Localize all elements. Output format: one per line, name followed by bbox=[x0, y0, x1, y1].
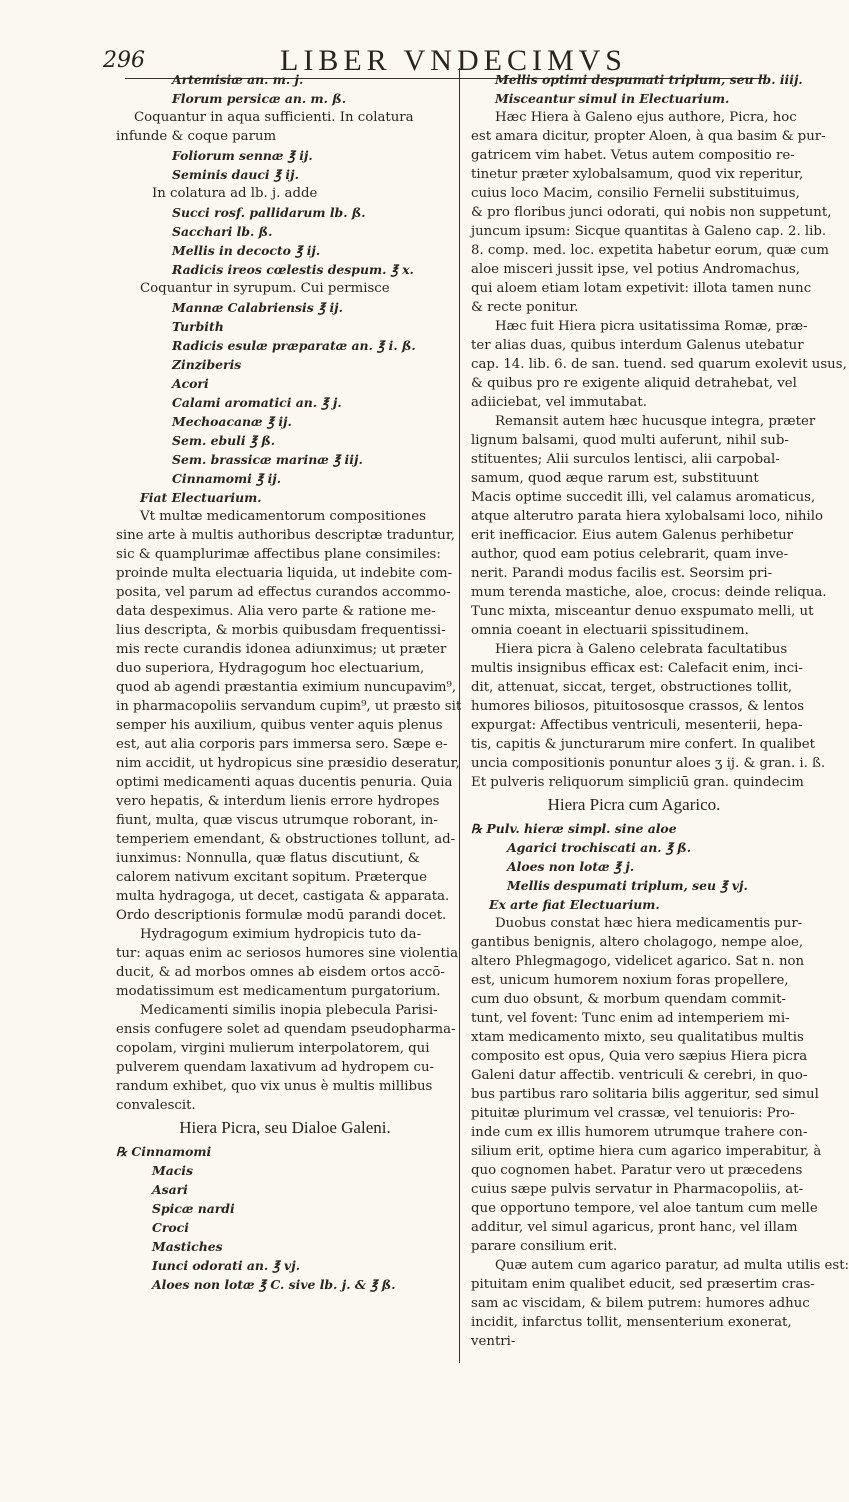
text-line: sine arte à multis authoribus descriptæ traduntur, bbox=[116, 528, 455, 543]
text-line: pulverem quendam laxativum ad hydropem cu- bbox=[116, 1060, 435, 1075]
text-line: nerit. Parandi modus facilis est. Seorsim pri- bbox=[471, 566, 773, 581]
text-line: ter alias duas, quibus interdum Galenus utebatur bbox=[471, 338, 804, 353]
text-line: humores biliosos, pituitososque crassos, & lentos bbox=[471, 699, 805, 714]
text-line: copolam, virgini mulierum interpolatorem, qui bbox=[116, 1041, 430, 1056]
section-heading: Hiera Picra cum Agarico. bbox=[547, 795, 721, 814]
text-line: mis recte curandis idonea adiunximus; ut præter bbox=[116, 642, 447, 657]
text-line: erit inefficacior. Eius autem Galenus perhibetur bbox=[471, 528, 794, 543]
text-line: in pharmacopoliis servandum cupim⁹, ut præsto sit bbox=[116, 699, 462, 714]
text-line: quod ab agendi præstantia eximium nuncupavim⁹, bbox=[116, 680, 457, 695]
text-line: optimi medicamenti aquas ducentis penuria. Quia bbox=[116, 775, 453, 790]
text-line: 8. comp. med. loc. expetita habetur eorum, quæ cum bbox=[471, 243, 830, 258]
text-line: Coquantur in aqua sufficienti. In colatura bbox=[134, 110, 414, 125]
recipe-line: Macis bbox=[152, 1163, 193, 1178]
recipe-line: Zinziberis bbox=[172, 357, 242, 372]
text-line: proinde multa electuaria liquida, ut indebite com- bbox=[116, 566, 453, 581]
recipe-line: Acori bbox=[172, 376, 209, 391]
recipe-line: Seminis dauci ℥ ij. bbox=[172, 167, 299, 182]
text-line: semper his auxilium, quibus venter aquis plenus bbox=[116, 718, 443, 733]
recipe-line: Florum persicæ an. m. ß. bbox=[172, 91, 347, 106]
recipe-line: Turbith bbox=[172, 319, 224, 334]
left-column bbox=[116, 70, 462, 1294]
recipe-line: Mechoacanæ ℥ ij. bbox=[172, 414, 292, 429]
recipe-line: Foliorum sennæ ℥ ij. bbox=[172, 148, 313, 163]
text-line: incidit, infarctus tollit, mensenterium exonerat, bbox=[471, 1315, 792, 1330]
text-line: tis, capitis & juncturarum mire confert. In qualibet bbox=[471, 737, 815, 752]
text-line: & quibus pro re exigente aliquid detrahebat, vel bbox=[471, 376, 797, 391]
text-line: Remansit autem hæc hucusque integra, præter bbox=[495, 414, 816, 429]
text-line: calorem nativum excitant sopitum. Præterque bbox=[116, 870, 428, 885]
text-line: est amara dicitur, propter Aloen, à qua basim & pur- bbox=[471, 129, 826, 144]
recipe-line: Agarici trochiscati an. ℥ ß. bbox=[507, 840, 692, 855]
text-line: inde cum ex illis humorem utrumque trahere con- bbox=[471, 1125, 808, 1140]
text-line: convalescit. bbox=[116, 1098, 196, 1113]
recipe-line: Mellis in decocto ℥ ij. bbox=[172, 243, 321, 258]
text-line: omnia coeant in electuarii spissitudinem. bbox=[471, 623, 749, 638]
text-line: In colatura ad lb. j. adde bbox=[152, 186, 318, 201]
text-line: composito est opus, Quia vero sæpius Hiera picra bbox=[471, 1049, 808, 1064]
text-line: sam ac viscidam, & bilem putrem: humores adhuc bbox=[471, 1296, 810, 1311]
text-line: ducit, & ad morbos omnes ab eisdem ortos accō- bbox=[116, 965, 445, 980]
text-line: gatricem vim habet. Vetus autem compositio re- bbox=[471, 148, 795, 163]
recipe-line: Sem. ebuli ℥ ß. bbox=[172, 433, 276, 448]
text-line: vero hepatis, & interdum lienis errore hydropes bbox=[116, 794, 440, 809]
text-line: cuius loco Macim, consilio Fernelii substituimus, bbox=[471, 186, 800, 201]
text-line: dit, attenuat, siccat, terget, obstructiones tollit, bbox=[471, 680, 793, 695]
section-heading: Hiera Picra, seu Dialoe Galeni. bbox=[179, 1118, 391, 1137]
text-line: Hiera picra à Galeno celebrata facultatibus bbox=[495, 642, 788, 657]
text-line: quo cognomen habet. Paratur vero ut præcedens bbox=[471, 1163, 803, 1178]
text-line: altero Phlegmagogo, videlicet agarico. Sat n. non bbox=[471, 954, 805, 969]
text-line: ventri- bbox=[471, 1334, 516, 1349]
text-line: & pro floribus junci odorati, qui nobis non suppetunt, bbox=[471, 205, 832, 220]
recipe-line: Ex arte fiat Electuarium. bbox=[489, 897, 660, 912]
text-line: bus partibus raro solitaria bilis aggeritur, sed simul bbox=[471, 1087, 819, 1102]
text-line: Galeni datur affectib. ventriculi & cerebri, in quo- bbox=[471, 1068, 808, 1083]
text-line: Medicamenti similis inopia plebecula Parisi- bbox=[140, 1003, 438, 1018]
recipe-line: Mellis optimi despumati triplum, seu lb. iiij. bbox=[495, 72, 803, 87]
text-line: cuius sæpe pulvis servatur in Pharmacopoliis, at- bbox=[471, 1182, 804, 1197]
text-line: que opportuno tempore, vel aloe tantum cum melle bbox=[471, 1201, 818, 1216]
recipe-line: Fiat Electuarium. bbox=[140, 490, 262, 505]
text-line: iunximus: Nonnulla, quæ flatus discutiunt, & bbox=[116, 851, 420, 866]
recipe-line: Croci bbox=[152, 1220, 189, 1235]
recipe-line: Succi rosf. pallidarum lb. ß. bbox=[172, 205, 366, 220]
text-line: author, quod eam potius celebrarit, quam inve- bbox=[471, 547, 789, 562]
recipe-line: Aloes non lotæ ℥ C. sive lb. j. & ℥ ß. bbox=[152, 1277, 396, 1292]
text-line: expurgat: Affectibus ventriculi, mesenterii, hepa- bbox=[471, 718, 803, 733]
text-line: atque alterutro parata hiera xylobalsami loco, nihilo bbox=[471, 509, 823, 524]
text-line: qui aloem etiam lotam expetivit: illota tamen nunc bbox=[471, 281, 812, 296]
text-line: ensis confugere solet ad quendam pseudopharma- bbox=[116, 1022, 456, 1037]
text-line: lius descripta, & morbis quibusdam frequentissi- bbox=[116, 623, 446, 638]
text-line: additur, vel simul agaricus, pront hanc, vel illam bbox=[471, 1220, 798, 1235]
text-line: silium erit, optime hiera cum agarico imperabitur, à bbox=[471, 1144, 822, 1159]
text-line: cap. 14. lib. 6. de san. tuend. sed quarum exolevit usus, bbox=[471, 357, 847, 372]
text-line: pituitæ plurimum vel crassæ, vel tenuioris: Pro- bbox=[471, 1106, 795, 1121]
text-line: Vt multæ medicamentorum compositiones bbox=[140, 509, 426, 524]
text-line: est, aut alia corporis pars immersa sero. Sæpe e- bbox=[116, 737, 448, 752]
running-title: LIBER VNDECIMVS bbox=[280, 44, 627, 77]
text-line: samum, quod æque rarum est, substituunt bbox=[471, 471, 759, 486]
recipe-line: Mellis despumati triplum, seu ℥ vj. bbox=[507, 878, 748, 893]
text-line: cum duo obsunt, & morbum quendam commit- bbox=[471, 992, 786, 1007]
recipe-line: Mastiches bbox=[152, 1239, 223, 1254]
text-line: tur: aquas enim ac seriosos humores sine violentia bbox=[116, 946, 458, 961]
text-line: Duobus constat hæc hiera medicamentis pur- bbox=[495, 916, 803, 931]
recipe-line: Aloes non lotæ ℥ j. bbox=[507, 859, 635, 874]
text-line: Hydragogum eximium hydropicis tuto da- bbox=[140, 927, 422, 942]
text-line: tunt, vel fovent: Tunc enim ad intemperiem mi- bbox=[471, 1011, 790, 1026]
text-line: lignum balsami, quod multi auferunt, nihil sub- bbox=[471, 433, 789, 448]
text-line: multa hydragoga, ut decet, castigata & apparata. bbox=[116, 889, 450, 904]
recipe-line: Mannæ Calabriensis ℥ ij. bbox=[172, 300, 343, 315]
recipe-line: Sem. brassicæ marinæ ℥ iij. bbox=[172, 452, 363, 467]
text-line: Ordo descriptionis formulæ modū parandi docet. bbox=[116, 908, 447, 923]
text-line: parare consilium erit. bbox=[471, 1239, 618, 1254]
recipe-line: Asari bbox=[152, 1182, 188, 1197]
text-line: tinetur præter xylobalsamum, quod vix reperitur, bbox=[471, 167, 804, 182]
text-line: randum exhibet, quo vix unus è multis millibus bbox=[116, 1079, 433, 1094]
text-line: stituentes; Alii surculos lentisci, alii carpobal- bbox=[471, 452, 780, 467]
text-line: temperiem emendant, & obstructiones tollunt, ad- bbox=[116, 832, 456, 847]
recipe-line: Misceantur simul in Electuarium. bbox=[495, 91, 730, 106]
recipe-line: ℞ Pulv. hieræ simpl. sine aloe bbox=[471, 821, 677, 836]
text-line: xtam medicamento mixto, seu qualitatibus multis bbox=[471, 1030, 804, 1045]
recipe-line: Radicis ireos cœlestis despum. ℥ x. bbox=[172, 262, 414, 277]
column-divider bbox=[459, 68, 460, 1363]
text-line: Macis optime succedit illi, vel calamus aromaticus, bbox=[471, 490, 816, 505]
recipe-line: Sacchari lb. ß. bbox=[172, 224, 273, 239]
recipe-line: ℞ Cinnamomi bbox=[116, 1144, 212, 1159]
text-line: modatissimum est medicamentum purgatorium. bbox=[116, 984, 441, 999]
text-line: gantibus benignis, altero cholagogo, nempe aloe, bbox=[471, 935, 804, 950]
text-line: pituitam enim qualibet educit, sed præsertim cras- bbox=[471, 1277, 815, 1292]
text-line: sic & quamplurimæ affectibus plane consimiles: bbox=[116, 547, 441, 562]
text-line: Quæ autem cum agarico paratur, ad multa utilis est: bbox=[495, 1258, 849, 1273]
text-line: Hæc fuit Hiera picra usitatissima Romæ, præ- bbox=[495, 319, 808, 334]
text-line: duo superiora, Hydragogum hoc electuarium, bbox=[116, 661, 425, 676]
text-line: juncum ipsum: Sicque quantitas à Galeno cap. 2. lib. bbox=[471, 224, 827, 239]
text-line: Tunc mixta, misceantur denuo exspumato melli, ut bbox=[471, 604, 814, 619]
text-line: data despeximus. Alia vero parte & ratione me- bbox=[116, 604, 436, 619]
text-line: uncia compositionis ponuntur aloes ʒ ij. & gran. i. ß. bbox=[471, 756, 826, 771]
text-line: est, unicum humorem noxium foras propellere, bbox=[471, 973, 789, 988]
recipe-line: Iunci odorati an. ℥ vj. bbox=[152, 1258, 301, 1273]
text-line: Et pulveris reliquorum simpliciū gran. quindecim bbox=[471, 775, 804, 790]
recipe-line: Cinnamomi ℥ ij. bbox=[172, 471, 282, 486]
recipe-line: Calami aromatici an. ℥ j. bbox=[172, 395, 342, 410]
recipe-line: Spicæ nardi bbox=[152, 1201, 235, 1216]
text-line: multis insignibus efficax est: Calefacit enim, inci- bbox=[471, 661, 803, 676]
text-line: nim accidit, ut hydropicus sine præsidio deseratur, bbox=[116, 756, 460, 771]
text-line: aloe misceri jussit ipse, vel potius Andromachus, bbox=[471, 262, 800, 277]
recipe-line: Artemisiæ an. m. j. bbox=[172, 72, 304, 87]
text-line: & recte ponitur. bbox=[471, 300, 579, 315]
text-line: infunde & coque parum bbox=[116, 129, 277, 144]
text-line: mum terenda mastiche, aloe, crocus: deinde reliqua. bbox=[471, 585, 827, 600]
text-line: fiunt, multa, quæ viscus utrumque roborant, in- bbox=[116, 813, 438, 828]
page-number: 296 bbox=[103, 48, 145, 73]
text-line: Coquantur in syrupum. Cui permisce bbox=[140, 281, 390, 296]
text-line: posita, vel parum ad effectus curandos accommo- bbox=[116, 585, 451, 600]
recipe-line: Radicis esulæ præparatæ an. ℥ i. ß. bbox=[172, 338, 416, 353]
text-line: Hæc Hiera à Galeno ejus authore, Picra, hoc bbox=[495, 110, 797, 125]
right-column bbox=[471, 70, 849, 1351]
text-line: adiiciebat, vel immutabat. bbox=[471, 395, 647, 410]
